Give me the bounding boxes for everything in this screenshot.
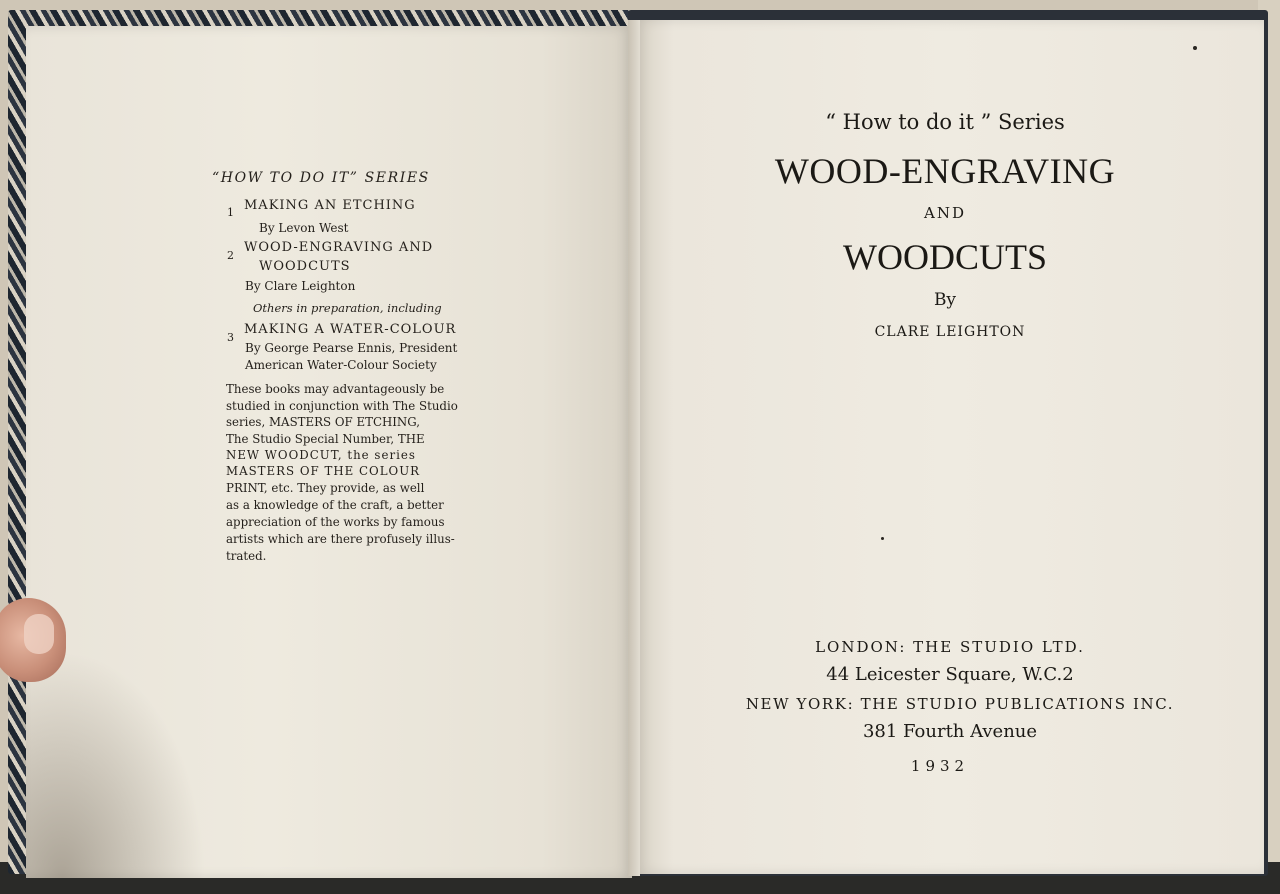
description-line: series, MASTERS OF ETCHING, xyxy=(226,415,420,429)
description-line: PRINT, etc. They provide, as well xyxy=(226,481,425,495)
book-author-continued: American Water-Colour Society xyxy=(245,358,437,372)
book-title: MAKING AN ETCHING xyxy=(244,198,416,213)
series-list-title: “HOW TO DO IT” SERIES xyxy=(212,170,430,186)
book-author: By Clare Leighton xyxy=(245,279,356,293)
description-line: appreciation of the works by famous xyxy=(226,515,445,529)
book-number: 2 xyxy=(227,249,234,262)
description-line: artists which are there profusely illus- xyxy=(226,532,455,546)
address-new-york: 381 Fourth Avenue xyxy=(862,721,1038,742)
book-title-and: AND xyxy=(924,204,966,222)
by-line: By xyxy=(933,290,957,310)
publication-year: 1932 xyxy=(910,757,970,775)
description-line: as a knowledge of the craft, a better xyxy=(226,498,444,512)
book-title-line-1: WOOD-ENGRAVING xyxy=(774,151,1116,191)
book-number: 3 xyxy=(227,331,234,344)
publisher-new-york: NEW YORK: THE STUDIO PUBLICATIONS INC. xyxy=(745,695,1175,713)
series-line: “ How to do it ” Series xyxy=(825,110,1065,134)
book-title-continued: WOODCUTS xyxy=(259,259,351,274)
description-line: MASTERS OF THE COLOUR xyxy=(226,464,421,478)
description-line: These books may advantageously be xyxy=(226,382,445,396)
book-author: By George Pearse Ennis, President xyxy=(245,341,458,355)
description-line: The Studio Special Number, THE xyxy=(226,432,425,446)
book-number: 1 xyxy=(227,206,234,219)
description-line: studied in conjunction with The Studio xyxy=(226,399,458,413)
description-line: trated. xyxy=(226,549,267,563)
address-london: 44 Leicester Square, W.C.2 xyxy=(826,664,1074,685)
author-name: CLARE LEIGHTON xyxy=(874,324,1026,340)
book-title: WOOD-ENGRAVING AND xyxy=(244,240,434,255)
preparation-note: Others in preparation, including xyxy=(253,301,442,315)
publisher-london: LONDON: THE STUDIO LTD. xyxy=(815,638,1085,656)
description-line: NEW WOODCUT, the series xyxy=(226,448,416,462)
book-title-line-2: WOODCUTS xyxy=(843,237,1047,277)
book-title: MAKING A WATER-COLOUR xyxy=(244,322,457,337)
book-author: By Levon West xyxy=(259,221,349,235)
